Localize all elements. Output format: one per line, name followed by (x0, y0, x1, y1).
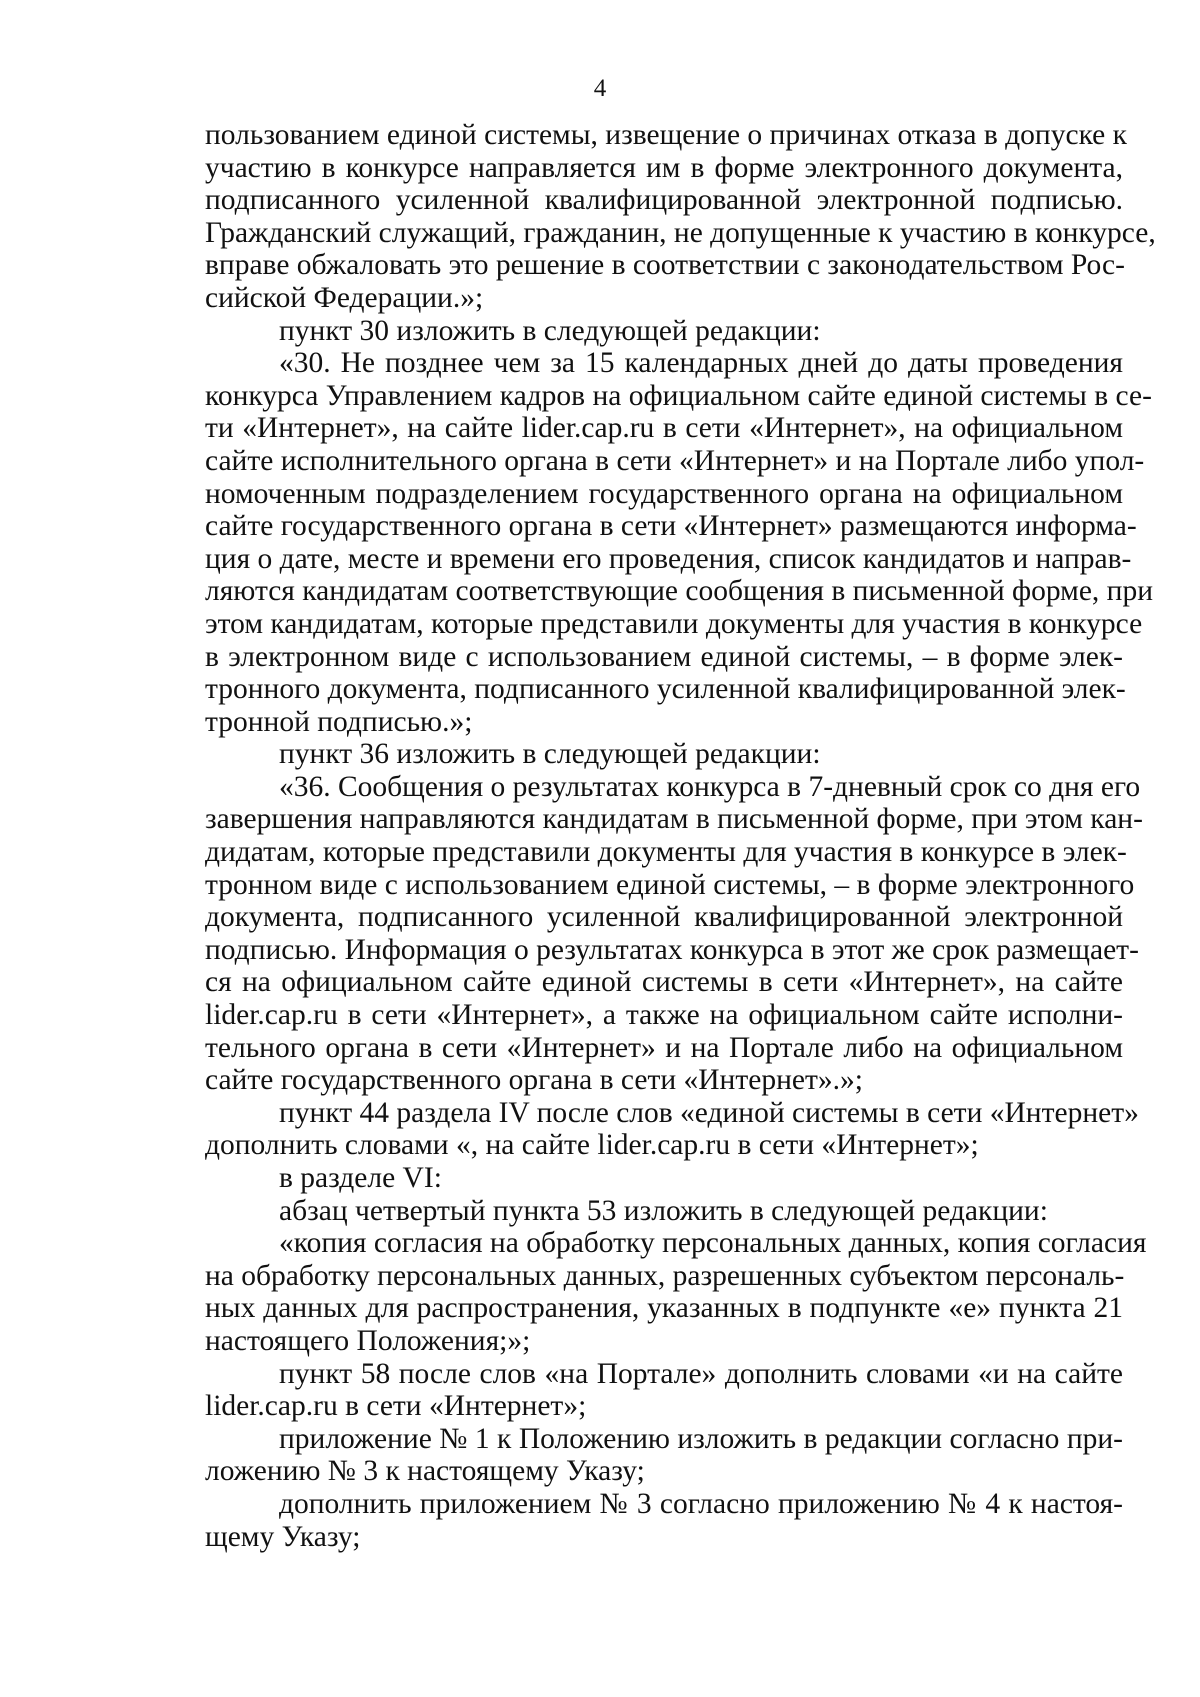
text-line: абзац четвертый пункта 53 изложить в следующей редакции: (279, 1194, 1048, 1227)
text-line: тронном виде с использованием единой системы, – в форме электронного (205, 868, 1135, 901)
text-line: Гражданский служащий, гражданин, не допущенные к участию в конкурсе, (205, 216, 1156, 249)
text-line: этом кандидатам, которые представили документы для участия в конкурсе (205, 607, 1143, 640)
text-line: «30. Не позднее чем за 15 календарных дней до даты проведения (279, 347, 1123, 380)
text-line: пункт 36 изложить в следующей редакции: (279, 738, 821, 771)
text-line: подписью. Информация о результатах конкурса в этот же срок размещает- (205, 933, 1139, 966)
text-line: lider.cap.ru в сети «Интернет», а также на официальном сайте исполни- (205, 999, 1123, 1032)
text-line: номоченным подразделением государственного органа на официальном (205, 477, 1123, 510)
text-line: сайте государственного органа в сети «Интернет» размещаются информа- (205, 510, 1137, 543)
text-line: «копия согласия на обработку персональных данных, копия согласия (279, 1227, 1147, 1260)
text-line: пользованием единой системы, извещение о причинах отказа в допуске к (205, 119, 1127, 151)
document-body (205, 119, 1156, 1553)
text-line: пункт 44 раздела IV после слов «единой системы в сети «Интернет» (279, 1096, 1139, 1129)
text-line: пункт 30 изложить в следующей редакции: (279, 314, 821, 347)
page-number: 4 (593, 75, 607, 102)
text-line: настоящего Положения;»; (205, 1324, 531, 1357)
text-line: на обработку персональных данных, разрешенных субъектом персональ- (205, 1259, 1125, 1292)
text-line: вправе обжаловать это решение в соответствии с законодательством Рос- (205, 249, 1125, 282)
text-line: подписанного усиленной квалифицированной электронной подписью. (205, 184, 1123, 217)
text-line: тронной подписью.»; (205, 705, 473, 738)
text-line: тельного органа в сети «Интернет» и на Портале либо на официальном (205, 1031, 1123, 1064)
text-line: дидатам, которые представили документы для участия в конкурсе в элек- (205, 836, 1127, 869)
text-line: пункт 58 после слов «на Портале» дополнить словами «и на сайте (279, 1357, 1123, 1390)
text-line: в электронном виде с использованием единой системы, – в форме элек- (205, 640, 1123, 673)
text-line: ляются кандидатам соответствующие сообщения в письменной форме, при (205, 575, 1153, 608)
text-line: ся на официальном сайте единой системы в сети «Интернет», на сайте (205, 966, 1123, 999)
text-line: тронного документа, подписанного усиленной квалифицированной элек- (205, 673, 1126, 706)
text-line: документа, подписанного усиленной квалифицированной электронной (205, 901, 1123, 934)
text-line: приложение № 1 к Положению изложить в редакции согласно при- (279, 1422, 1123, 1455)
text-line: сайте государственного органа в сети «Интернет».»; (205, 1064, 863, 1097)
text-line: «36. Сообщения о результатах конкурса в 7-дневный срок со дня его (279, 770, 1141, 803)
text-line: сийской Федерации.»; (205, 281, 484, 314)
text-line: сайте исполнительного органа в сети «Интернет» и на Портале либо упол- (205, 444, 1145, 477)
text-line: дополнить приложением № 3 согласно приложению № 4 к настоя- (279, 1487, 1123, 1520)
text-line: ложению № 3 к настоящему Указу; (205, 1455, 645, 1488)
text-line: завершения направляются кандидатам в письменной форме, при этом кан- (205, 803, 1143, 836)
text-line: ти «Интернет», на сайте lider.cap.ru в сети «Интернет», на официальном (205, 412, 1123, 445)
text-line: конкурса Управлением кадров на официальном сайте единой системы в се- (205, 379, 1152, 412)
text-line: ных данных для распространения, указанных в подпункте «е» пункта 21 (205, 1292, 1123, 1325)
text-line: щему Указу; (205, 1520, 361, 1553)
text-line: участию в конкурсе направляется им в форме электронного документа, (205, 151, 1123, 184)
text-line: дополнить словами «, на сайте lider.cap.ru в сети «Интернет»; (205, 1129, 979, 1162)
text-line: lider.cap.ru в сети «Интернет»; (205, 1390, 587, 1423)
text-line: в разделе VI: (279, 1162, 442, 1194)
text-line: ция о дате, месте и времени его проведения, список кандидатов и направ- (205, 542, 1132, 575)
